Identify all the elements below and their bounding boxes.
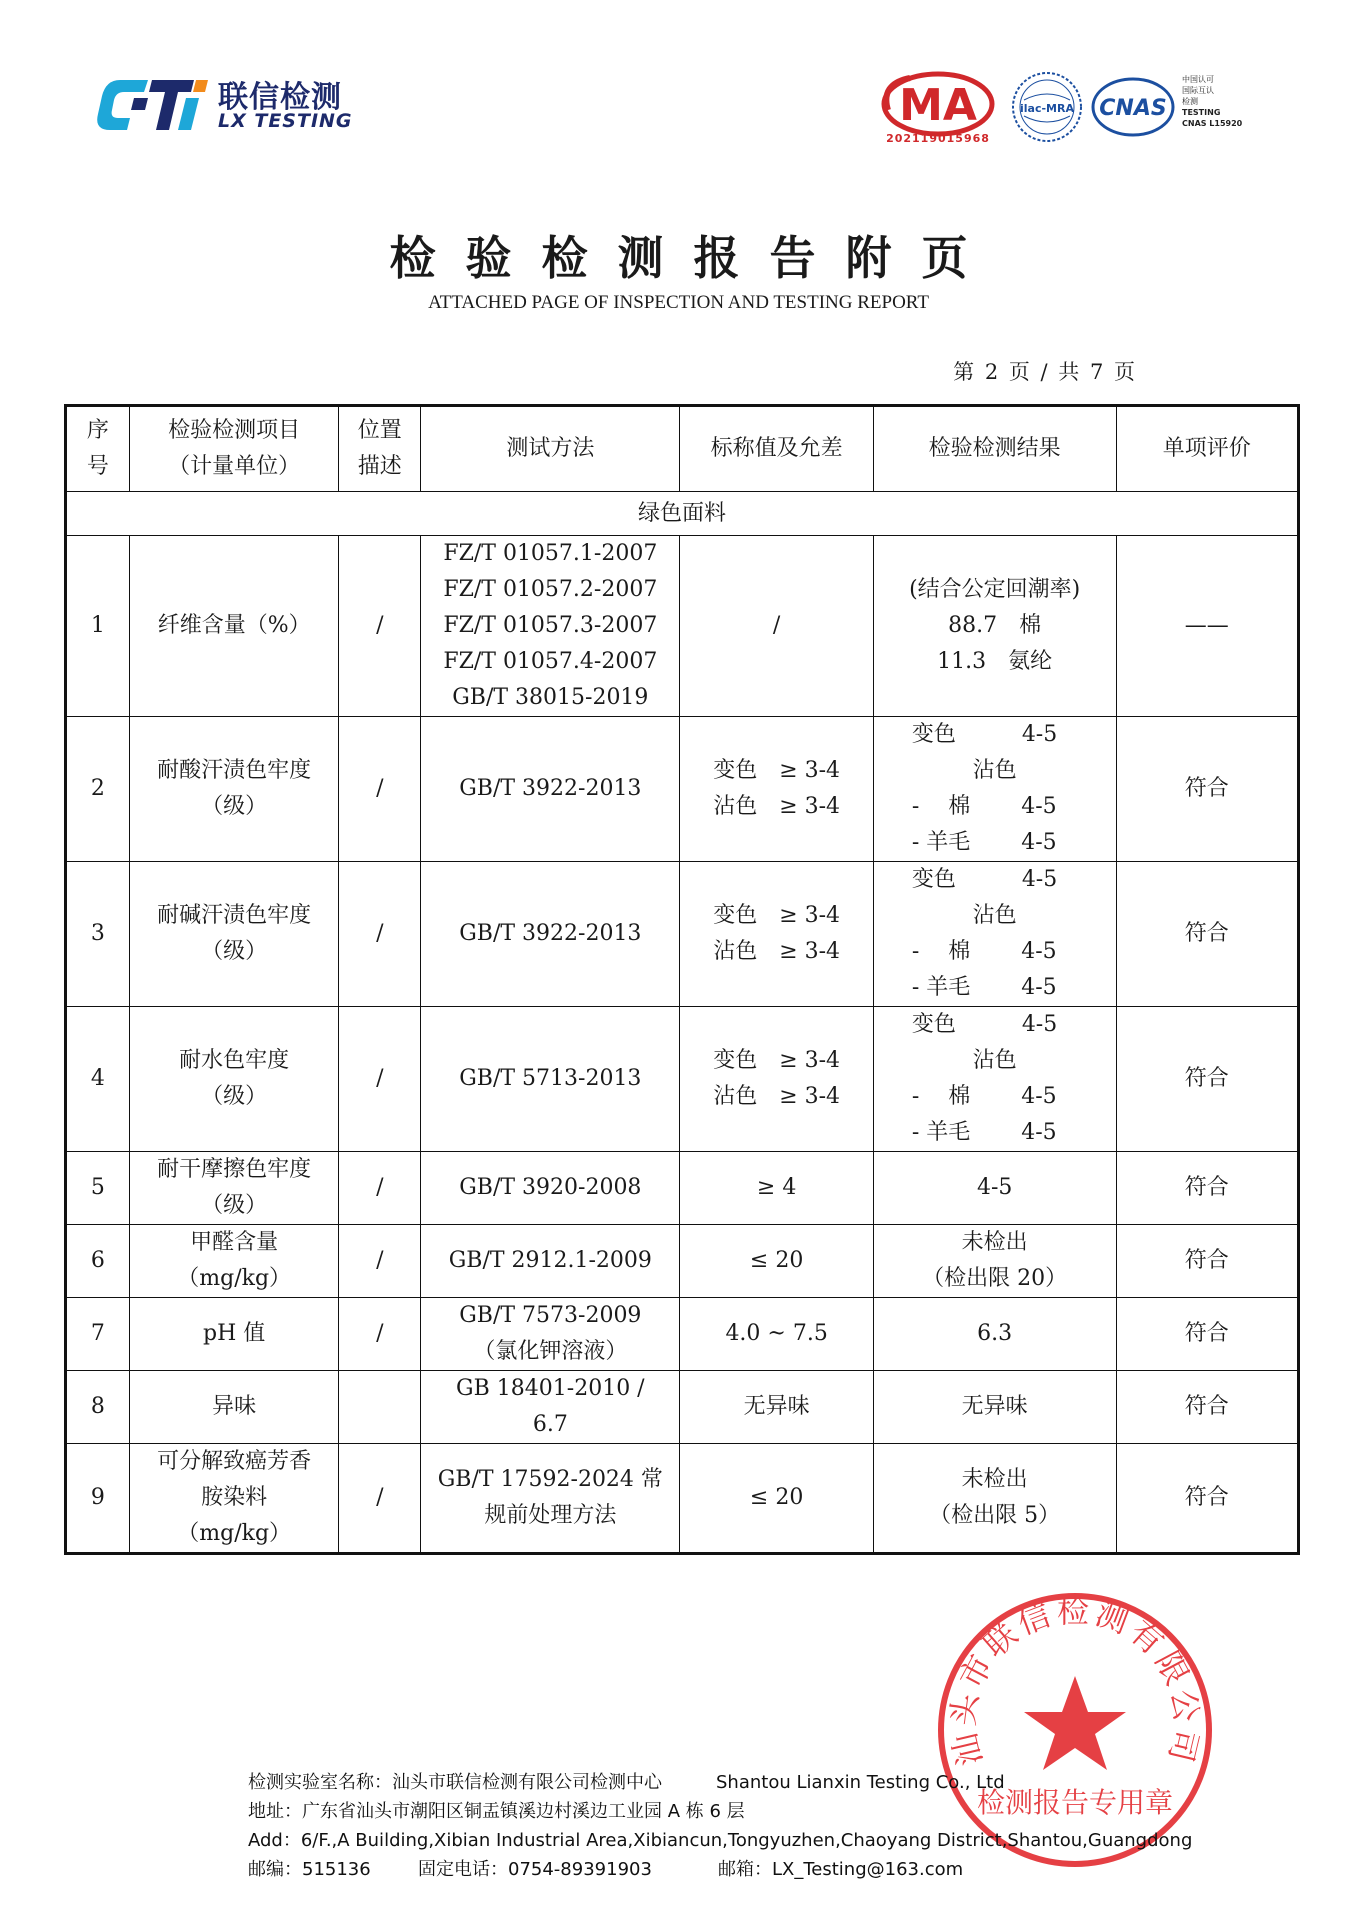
cell-result bbox=[873, 1298, 1116, 1371]
cell-line: - 棉 4-5 bbox=[911, 939, 1057, 964]
cell-line: 沾色 ≥ 3-4 bbox=[713, 794, 841, 819]
header-line: 位置 bbox=[357, 418, 402, 443]
cell-line: GB/T 7573-2009 bbox=[459, 1303, 642, 1328]
cell-item bbox=[129, 862, 339, 1007]
footer-lab-name-row bbox=[248, 1768, 1192, 1797]
cell-eval: 符合 bbox=[1116, 1007, 1298, 1152]
cell-result bbox=[873, 1225, 1116, 1298]
cell-line: GB/T 38015-2019 bbox=[452, 685, 649, 710]
cell-method bbox=[421, 1007, 680, 1152]
cell-line: (结合公定回潮率) bbox=[909, 577, 1081, 602]
cell-standard bbox=[680, 1298, 873, 1371]
header-test-method: 测试方法 bbox=[421, 406, 680, 492]
cnas-caption-line: 国际互认 bbox=[1182, 86, 1214, 95]
report-title-chinese: 检验检测报告附页 bbox=[389, 231, 998, 285]
cell-no: 3 bbox=[66, 862, 130, 1007]
cell-eval: —— bbox=[1116, 536, 1298, 717]
cell-method bbox=[421, 1444, 680, 1554]
cell-line: （级） bbox=[201, 1193, 268, 1218]
cell-line: 纤维含量（%） bbox=[157, 613, 311, 638]
cell-line: - 棉 4-5 bbox=[911, 1084, 1057, 1109]
cell-standard bbox=[680, 1444, 873, 1554]
header-line: 检验检测项目 bbox=[168, 418, 301, 443]
svg-text:MA: MA bbox=[899, 80, 977, 131]
cell-line: FZ/T 01057.1-2007 bbox=[443, 541, 658, 566]
section-title: 绿色面料 bbox=[66, 492, 1299, 536]
cell-line: 88.7 棉 bbox=[948, 613, 1042, 638]
cell-line: 无异味 bbox=[961, 1394, 1028, 1419]
cell-line: GB/T 3920-2008 bbox=[459, 1175, 642, 1200]
cell-line: 变色 ≥ 3-4 bbox=[713, 758, 841, 783]
table-row bbox=[66, 1444, 1299, 1554]
cell-line: （级） bbox=[201, 794, 268, 819]
cell-item bbox=[129, 1444, 339, 1554]
cell-line: GB/T 17592-2024 常 bbox=[437, 1467, 663, 1492]
cell-line: （级） bbox=[201, 939, 268, 964]
cell-method bbox=[421, 1371, 680, 1444]
cell-line: pH 值 bbox=[203, 1321, 266, 1346]
cell-item bbox=[129, 1152, 339, 1225]
cell-item bbox=[129, 536, 339, 717]
table-row bbox=[66, 536, 1299, 717]
cell-item bbox=[129, 717, 339, 862]
cell-line: ≥ 4 bbox=[756, 1175, 797, 1200]
cell-line: GB/T 3922-2013 bbox=[459, 776, 642, 801]
cell-eval: 符合 bbox=[1116, 1298, 1298, 1371]
cell-line: ≤ 20 bbox=[749, 1248, 804, 1273]
cell-line: - 羊毛 4-5 bbox=[911, 830, 1057, 855]
cell-standard bbox=[680, 536, 873, 717]
cell-line: （检出限 5） bbox=[929, 1503, 1061, 1528]
cell-line: GB/T 5713-2013 bbox=[459, 1066, 642, 1091]
cell-line: 未检出 bbox=[961, 1467, 1028, 1492]
footer-contacts-row bbox=[248, 1855, 1192, 1884]
cell-no: 8 bbox=[66, 1371, 130, 1444]
ilac-label: ilac-MRA bbox=[1020, 102, 1074, 115]
cell-position: / bbox=[339, 1225, 421, 1298]
cell-line: ≤ 20 bbox=[749, 1485, 804, 1510]
cell-line: （mg/kg） bbox=[177, 1266, 292, 1291]
cell-result bbox=[873, 1444, 1116, 1554]
header-standard-value: 标称值及允差 bbox=[680, 406, 873, 492]
cell-no: 4 bbox=[66, 1007, 130, 1152]
cell-line: GB/T 3922-2013 bbox=[459, 921, 642, 946]
cell-line: / bbox=[772, 613, 781, 638]
cnas-caption-line: CNAS L15920 bbox=[1182, 119, 1243, 128]
cell-line: - 羊毛 4-5 bbox=[911, 1120, 1057, 1145]
cell-line: （氯化钾溶液） bbox=[473, 1339, 628, 1364]
cell-result bbox=[873, 1007, 1116, 1152]
table-row bbox=[66, 1298, 1299, 1371]
footer-lab-name-cn: 检测实验室名称：汕头市联信检测有限公司检测中心 bbox=[248, 1772, 662, 1793]
cnas-label: CNAS bbox=[1099, 96, 1167, 121]
table-row bbox=[66, 862, 1299, 1007]
cell-line: 耐水色牢度 bbox=[179, 1048, 290, 1073]
cell-method bbox=[421, 1225, 680, 1298]
cell-item bbox=[129, 1371, 339, 1444]
cell-line: - 羊毛 4-5 bbox=[911, 975, 1057, 1000]
cell-standard bbox=[680, 1007, 873, 1152]
cell-no: 5 bbox=[66, 1152, 130, 1225]
cell-method bbox=[421, 1152, 680, 1225]
footer-email: 邮箱：LX_Testing@163.com bbox=[718, 1859, 964, 1880]
cell-line: FZ/T 01057.4-2007 bbox=[443, 649, 658, 674]
cell-line: GB/T 2912.1-2009 bbox=[448, 1248, 652, 1273]
cell-no: 9 bbox=[66, 1444, 130, 1554]
cell-line: （mg/kg） bbox=[177, 1521, 292, 1546]
cell-position: / bbox=[339, 1298, 421, 1371]
cell-line: 甲醛含量 bbox=[190, 1230, 279, 1255]
table-row bbox=[66, 1152, 1299, 1225]
cell-result bbox=[873, 717, 1116, 862]
cell-position: / bbox=[339, 1152, 421, 1225]
cell-line: 变色 4-5 bbox=[911, 1012, 1058, 1037]
cell-item bbox=[129, 1298, 339, 1371]
company-logo bbox=[90, 64, 390, 144]
cell-line: 耐碱汗渍色牢度 bbox=[157, 903, 312, 928]
cell-line: 4-5 bbox=[976, 1175, 1013, 1200]
logo-chinese-name: 联信检测 bbox=[218, 80, 342, 115]
seal-center-text: 检测报告专用章 bbox=[976, 1786, 1174, 1819]
cell-result bbox=[873, 862, 1116, 1007]
cell-line: 沾色 bbox=[972, 1048, 1017, 1073]
seal-ring-text: 汕头市联信检测有限公司 bbox=[943, 1592, 1207, 1770]
table-row bbox=[66, 717, 1299, 862]
section-row bbox=[66, 492, 1299, 536]
table-row bbox=[66, 1007, 1299, 1152]
cell-line: 沾色 bbox=[972, 903, 1017, 928]
footer-address-cn: 地址：广东省汕头市潮阳区铜盂镇溪边村溪边工业园 A 栋 6 层 bbox=[248, 1801, 745, 1822]
cell-line: 变色 ≥ 3-4 bbox=[713, 1048, 841, 1073]
cell-line: 沾色 ≥ 3-4 bbox=[713, 1084, 841, 1109]
cell-item bbox=[129, 1007, 339, 1152]
footer-contact-info bbox=[248, 1768, 1192, 1884]
cell-no: 2 bbox=[66, 717, 130, 862]
cell-line: 沾色 bbox=[972, 758, 1017, 783]
cell-result bbox=[873, 536, 1116, 717]
cnas-caption-line: 中国认可 bbox=[1182, 75, 1214, 84]
cell-line: 6.7 bbox=[532, 1412, 568, 1437]
table-header-row bbox=[66, 406, 1299, 492]
cell-line: 未检出 bbox=[961, 1230, 1028, 1255]
cnas-caption-line: TESTING bbox=[1182, 108, 1221, 117]
cell-line: 沾色 ≥ 3-4 bbox=[713, 939, 841, 964]
cell-line: GB 18401-2010 / bbox=[456, 1376, 645, 1401]
header-serial-no bbox=[66, 406, 130, 492]
footer-postcode: 邮编：515136 bbox=[248, 1859, 371, 1880]
cma-number: 202119015968 bbox=[886, 132, 990, 145]
footer-lab-name-en: Shantou Lianxin Testing Co., Ltd bbox=[716, 1772, 1005, 1793]
cell-standard bbox=[680, 717, 873, 862]
cell-line: 可分解致癌芳香 bbox=[157, 1449, 312, 1474]
header-position bbox=[339, 406, 421, 492]
header-line: 描述 bbox=[357, 454, 402, 479]
cell-position: / bbox=[339, 1444, 421, 1554]
table-row bbox=[66, 1371, 1299, 1444]
cell-result bbox=[873, 1371, 1116, 1444]
report-title-english: ATTACHED PAGE OF INSPECTION AND TESTING REPORT bbox=[428, 292, 929, 313]
cell-standard bbox=[680, 1225, 873, 1298]
cell-line: 6.3 bbox=[977, 1321, 1013, 1346]
cell-no: 7 bbox=[66, 1298, 130, 1371]
cell-line: 异味 bbox=[212, 1394, 257, 1419]
cell-no: 1 bbox=[66, 536, 130, 717]
cell-position bbox=[339, 1371, 421, 1444]
cell-position: / bbox=[339, 717, 421, 862]
logo-english-name: LX TESTING bbox=[218, 110, 353, 132]
cell-position: / bbox=[339, 1007, 421, 1152]
lx-logo-mark-icon bbox=[90, 74, 212, 136]
cell-line: 变色 4-5 bbox=[911, 867, 1058, 892]
cnas-mark-icon bbox=[1090, 74, 1176, 140]
cell-eval: 符合 bbox=[1116, 1371, 1298, 1444]
cell-standard bbox=[680, 862, 873, 1007]
cell-position: / bbox=[339, 536, 421, 717]
cell-line: （级） bbox=[201, 1084, 268, 1109]
header-line: 序 bbox=[86, 418, 109, 443]
footer-address-en: Add：6/F.,A Building,Xibian Industrial Area,Xibiancun,Tongyuzhen,Chaoyang District,Shantou,Guangdong bbox=[248, 1830, 1193, 1851]
certification-marks bbox=[880, 66, 1270, 156]
cell-eval: 符合 bbox=[1116, 1152, 1298, 1225]
cell-line: FZ/T 01057.2-2007 bbox=[443, 577, 658, 602]
cell-method bbox=[421, 536, 680, 717]
cell-eval: 符合 bbox=[1116, 1444, 1298, 1554]
cell-result bbox=[873, 1152, 1116, 1225]
cell-standard bbox=[680, 1152, 873, 1225]
cell-method bbox=[421, 1298, 680, 1371]
cell-no: 6 bbox=[66, 1225, 130, 1298]
header-evaluation: 单项评价 bbox=[1116, 406, 1298, 492]
cell-line: 变色 ≥ 3-4 bbox=[713, 903, 841, 928]
page-number: 第 2 页 / 共 7 页 bbox=[953, 360, 1137, 384]
ilac-mra-icon bbox=[1010, 70, 1084, 144]
cnas-caption-line: 检测 bbox=[1182, 97, 1198, 106]
cell-method bbox=[421, 717, 680, 862]
cell-line: 规前处理方法 bbox=[484, 1503, 617, 1528]
cell-line: 胺染料 bbox=[201, 1485, 268, 1510]
inspection-results-table bbox=[64, 404, 1300, 1555]
header-test-item bbox=[129, 406, 339, 492]
cell-item bbox=[129, 1225, 339, 1298]
footer-phone: 固定电话：0754-89391903 bbox=[418, 1859, 652, 1880]
cnas-caption bbox=[1182, 74, 1272, 129]
cell-eval: 符合 bbox=[1116, 717, 1298, 862]
cell-line: 无异味 bbox=[743, 1394, 810, 1419]
header-line: （计量单位） bbox=[168, 454, 301, 479]
cell-line: 11.3 氨纶 bbox=[937, 649, 1053, 674]
cell-line: 耐酸汗渍色牢度 bbox=[157, 758, 312, 783]
table-row bbox=[66, 1225, 1299, 1298]
header-line: 号 bbox=[86, 454, 109, 479]
cell-eval: 符合 bbox=[1116, 862, 1298, 1007]
cell-eval: 符合 bbox=[1116, 1225, 1298, 1298]
cell-line: （检出限 20） bbox=[922, 1266, 1068, 1291]
cell-position: / bbox=[339, 862, 421, 1007]
cell-line: - 棉 4-5 bbox=[911, 794, 1057, 819]
cell-line: FZ/T 01057.3-2007 bbox=[443, 613, 658, 638]
cell-standard bbox=[680, 1371, 873, 1444]
cell-line: 耐干摩擦色牢度 bbox=[157, 1157, 312, 1182]
cell-method bbox=[421, 862, 680, 1007]
cell-line: 4.0 ~ 7.5 bbox=[725, 1321, 828, 1346]
header-test-result: 检验检测结果 bbox=[873, 406, 1116, 492]
cell-line: 变色 4-5 bbox=[911, 722, 1058, 747]
